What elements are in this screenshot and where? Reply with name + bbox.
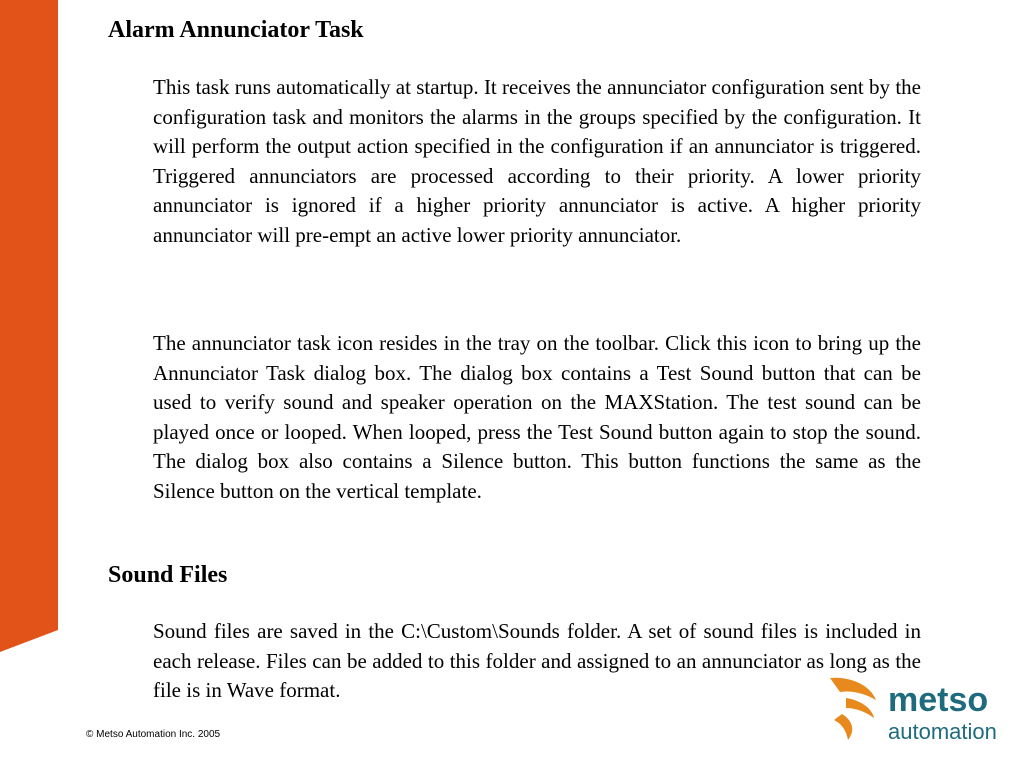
- paragraph-annunciator-icon: The annunciator task icon resides in the tray on the toolbar. Click this icon to bring up the Annunciator Task dialog box. The dialog box contains a Test Sound button that can be used to verify sound and speaker operation on the MAXStation. The test sound can be played once or looped. When looped, press the Test Sound button again to stop the sound. The dialog box also contains a Silence button. This button functions the same as the Silence button on the vertical template.: [153, 331, 921, 503]
- paragraph-annunciator-overview: This task runs automatically at startup. It receives the annunciator configuration sent by the configuration task and monitors the alarms in the groups specified by the configuration. It will perform the output action specified in the configuration if an annunciator is triggered. Triggered annunciators are processed according to their priority. A lower priority annunciator is ignored if a higher priority annunciator is active. A higher priority annunciator will pre-empt an active lower priority annunciator.: [153, 75, 921, 247]
- metso-logo-mark-icon: [826, 674, 884, 742]
- copyright-footer: © Metso Automation Inc. 2005: [86, 729, 221, 740]
- logo-subtitle: automation: [888, 719, 997, 744]
- side-band-fill: [0, 0, 58, 652]
- paragraph-sound-files: Sound files are saved in the C:\Custom\Sounds folder. A set of sound files is included in each release. Files can be added to this folder and assigned to an annunciator as long as the file is in Wave format.: [153, 619, 921, 702]
- logo-wordmark: metso: [888, 681, 989, 719]
- logo-mark-bottom: [834, 714, 852, 740]
- metso-logo: [826, 674, 1016, 754]
- section-title-sound-files: Sound Files: [108, 562, 228, 588]
- side-band-shape: [0, 0, 60, 768]
- logo-mark-middle: [846, 698, 874, 718]
- side-band: [0, 0, 60, 768]
- logo-mark-top: [830, 678, 876, 700]
- section-title-alarm-annunciator-task: Alarm Annunciator Task: [108, 17, 364, 43]
